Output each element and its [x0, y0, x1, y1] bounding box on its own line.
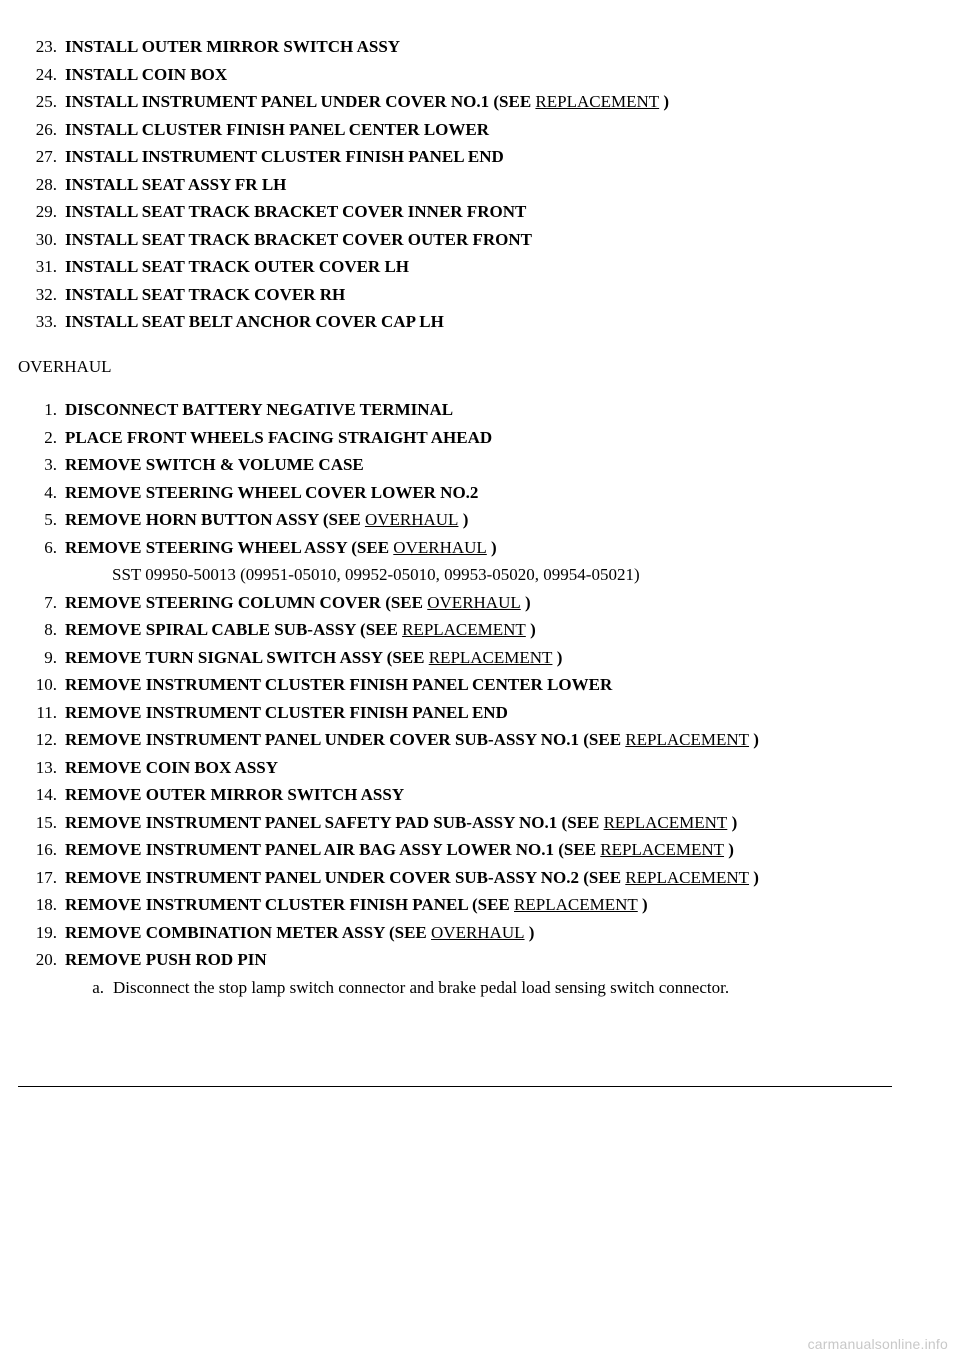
step-number: 20. [35, 950, 57, 969]
list-item [0, 781, 960, 809]
step-text [65, 424, 492, 452]
sub-step-letter: a. [92, 977, 104, 997]
step-text [65, 919, 534, 947]
step-label: REMOVE TURN SIGNAL SWITCH ASSY (SEE [65, 647, 429, 667]
list-item [0, 308, 960, 336]
section-heading-overhaul: OVERHAUL [18, 357, 112, 376]
list-item [0, 281, 960, 309]
list-item [0, 836, 960, 864]
step-text [65, 754, 278, 782]
step-text [65, 506, 468, 534]
step-number: 25. [35, 92, 57, 111]
step-text [65, 61, 227, 89]
step-text [65, 616, 536, 644]
list-item [0, 61, 960, 89]
list-item [0, 396, 960, 424]
list-item [0, 919, 960, 947]
step-label: REMOVE INSTRUMENT PANEL UNDER COVER SUB-ASSY NO.1 (SEE [65, 730, 626, 749]
step-text [65, 198, 526, 226]
list-item [0, 644, 960, 672]
step-close-paren: ) [486, 537, 497, 557]
list-item [0, 116, 960, 144]
step-label: REMOVE COMBINATION METER ASSY (SEE [65, 922, 432, 942]
step-number: 10. [35, 675, 57, 694]
list-item [0, 253, 960, 281]
step-label: INSTALL SEAT BELT ANCHOR COVER CAP LH [65, 312, 444, 331]
step-number: 30. [35, 229, 57, 249]
step-text [65, 451, 364, 479]
step-text [65, 308, 444, 336]
step-label: REMOVE PUSH ROD PIN [65, 950, 267, 969]
step-text [65, 946, 267, 974]
list-item [0, 451, 960, 479]
replacement-link[interactable]: REPLACEMENT [402, 620, 526, 639]
step-text [65, 479, 478, 507]
step-label: INSTALL SEAT ASSY FR LH [65, 174, 287, 194]
step-number: 12. [35, 730, 57, 749]
step-number: 28. [35, 174, 57, 194]
step-label: REMOVE COIN BOX ASSY [65, 757, 279, 777]
step-close-paren: ) [552, 647, 563, 667]
step-close-paren: ) [637, 895, 648, 914]
list-item [0, 198, 960, 226]
replacement-link[interactable]: REPLACEMENT [535, 92, 660, 111]
list-item [0, 171, 960, 199]
overhaul-steps-list [0, 396, 960, 1001]
sub-step-item [0, 974, 960, 1002]
step-text [65, 864, 759, 892]
step-number: 2. [44, 427, 57, 447]
step-label: INSTALL SEAT TRACK COVER RH [65, 284, 346, 304]
step-close-paren: ) [520, 592, 531, 612]
step-text [65, 671, 612, 699]
step-close-paren: ) [525, 620, 536, 639]
step-number: 9. [44, 647, 57, 667]
step-number: 31. [35, 257, 57, 276]
step-close-paren: ) [659, 92, 670, 111]
step-text [65, 836, 734, 864]
step-text [65, 88, 669, 116]
step-text [65, 809, 737, 837]
step-label: INSTALL SEAT TRACK BRACKET COVER OUTER FRONT [65, 229, 532, 249]
sub-step-text: Disconnect the stop lamp switch connector and brake pedal load sensing switch connector. [113, 977, 730, 997]
list-item [0, 226, 960, 254]
step-text [65, 281, 345, 309]
step-number: 26. [35, 119, 57, 139]
replacement-link[interactable]: REPLACEMENT [600, 840, 725, 859]
step-number: 15. [35, 812, 57, 832]
step-number: 5. [44, 510, 57, 529]
step-text [65, 534, 497, 562]
overhaul-link[interactable]: OVERHAUL [364, 510, 459, 529]
step-number: 18. [35, 895, 57, 914]
step-text [65, 781, 404, 809]
step-label: REMOVE OUTER MIRROR SWITCH ASSY [65, 785, 405, 804]
step-label: REMOVE STEERING COLUMN COVER (SEE [65, 592, 428, 612]
step-label: REMOVE INSTRUMENT PANEL SAFETY PAD SUB-ASSY NO.1 (SEE [65, 812, 604, 832]
step-number: 1. [44, 400, 57, 419]
step-label: INSTALL OUTER MIRROR SWITCH ASSY [65, 37, 401, 56]
step-text [65, 33, 400, 61]
step-close-paren: ) [524, 922, 535, 942]
step-label: REMOVE INSTRUMENT CLUSTER FINISH PANEL END [65, 702, 508, 722]
replacement-link[interactable]: REPLACEMENT [625, 730, 750, 749]
step-text [65, 589, 531, 617]
list-item [0, 726, 960, 754]
step-number: 23. [35, 37, 57, 56]
step-label: REMOVE INSTRUMENT PANEL AIR BAG ASSY LOWER NO.1 (SEE [65, 840, 601, 859]
step-label: INSTALL SEAT TRACK OUTER COVER LH [65, 257, 410, 276]
step-text [65, 253, 409, 281]
step-label: REMOVE SWITCH & VOLUME CASE [65, 455, 364, 474]
step-close-paren: ) [749, 867, 759, 887]
replacement-link[interactable]: REPLACEMENT [625, 867, 750, 887]
replacement-link[interactable]: REPLACEMENT [514, 895, 638, 914]
step-text [65, 143, 504, 171]
overhaul-link[interactable]: OVERHAUL [431, 922, 525, 942]
step-label: REMOVE INSTRUMENT CLUSTER FINISH PANEL (SEE [65, 895, 515, 914]
step-close-paren: ) [749, 730, 759, 749]
list-item [0, 506, 960, 534]
step-number: 29. [35, 202, 57, 221]
list-item [0, 534, 960, 562]
step-number: 24. [35, 64, 57, 84]
step-close-paren: ) [458, 510, 469, 529]
step-text [65, 116, 489, 144]
list-item [0, 671, 960, 699]
step-label: INSTALL INSTRUMENT CLUSTER FINISH PANEL END [65, 147, 504, 166]
step-label: REMOVE SPIRAL CABLE SUB-ASSY (SEE [65, 620, 403, 639]
list-item [0, 809, 960, 837]
list-item [0, 424, 960, 452]
replacement-link[interactable]: REPLACEMENT [428, 647, 553, 667]
step-number: 14. [35, 785, 57, 804]
list-item [0, 33, 960, 61]
step-number: 6. [44, 537, 57, 557]
list-item [0, 754, 960, 782]
step-text [65, 226, 532, 254]
install-steps-list [0, 33, 960, 336]
step-number: 13. [35, 757, 57, 777]
step-close-paren: ) [727, 812, 738, 832]
step-label: DISCONNECT BATTERY NEGATIVE TERMINAL [65, 400, 454, 419]
step-label: INSTALL COIN BOX [65, 64, 228, 84]
step-label: REMOVE STEERING WHEEL COVER LOWER NO.2 [65, 482, 479, 502]
step-number: 32. [35, 284, 57, 304]
step-number: 8. [44, 620, 57, 639]
step-text [65, 644, 562, 672]
step-number: 3. [44, 455, 57, 474]
step-label: INSTALL INSTRUMENT PANEL UNDER COVER NO.1 (SEE [65, 92, 536, 111]
list-item [0, 88, 960, 116]
footer-divider [18, 1086, 892, 1087]
list-item [0, 699, 960, 727]
watermark: carmanualsonline.info [807, 1336, 948, 1352]
step-number: 4. [44, 482, 57, 502]
list-item [0, 616, 960, 644]
step-number: 19. [35, 922, 57, 942]
step-number: 11. [36, 702, 57, 722]
step-label: INSTALL CLUSTER FINISH PANEL CENTER LOWER [65, 119, 490, 139]
step-text [65, 699, 508, 727]
step-label: PLACE FRONT WHEELS FACING STRAIGHT AHEAD [65, 427, 493, 447]
step-number: 16. [35, 840, 57, 859]
step-number: 27. [35, 147, 57, 166]
step-close-paren: ) [724, 840, 734, 859]
replacement-link[interactable]: REPLACEMENT [603, 812, 728, 832]
list-item [0, 143, 960, 171]
step-number: 33. [35, 312, 57, 331]
overhaul-link[interactable]: OVERHAUL [393, 537, 487, 557]
list-item [0, 864, 960, 892]
step-text [65, 171, 286, 199]
overhaul-link[interactable]: OVERHAUL [427, 592, 521, 612]
step-label: REMOVE STEERING WHEEL ASSY (SEE [65, 537, 394, 557]
step-label: REMOVE INSTRUMENT PANEL UNDER COVER SUB-ASSY NO.2 (SEE [65, 867, 626, 887]
step-label: REMOVE INSTRUMENT CLUSTER FINISH PANEL CENTER LOWER [65, 675, 613, 694]
list-item [0, 946, 960, 974]
sst-note: SST 09950-50013 (09951-05010, 09952-05010, 09953-05020, 09954-05021) [112, 565, 640, 584]
step-text [65, 726, 759, 754]
step-text [65, 891, 648, 919]
list-item [0, 891, 960, 919]
list-item [0, 479, 960, 507]
step-label: REMOVE HORN BUTTON ASSY (SEE [65, 510, 365, 529]
step-number: 7. [44, 592, 57, 612]
step-label: INSTALL SEAT TRACK BRACKET COVER INNER FRONT [65, 202, 527, 221]
step-number: 17. [35, 867, 57, 887]
step-text [65, 396, 453, 424]
list-item [0, 589, 960, 617]
